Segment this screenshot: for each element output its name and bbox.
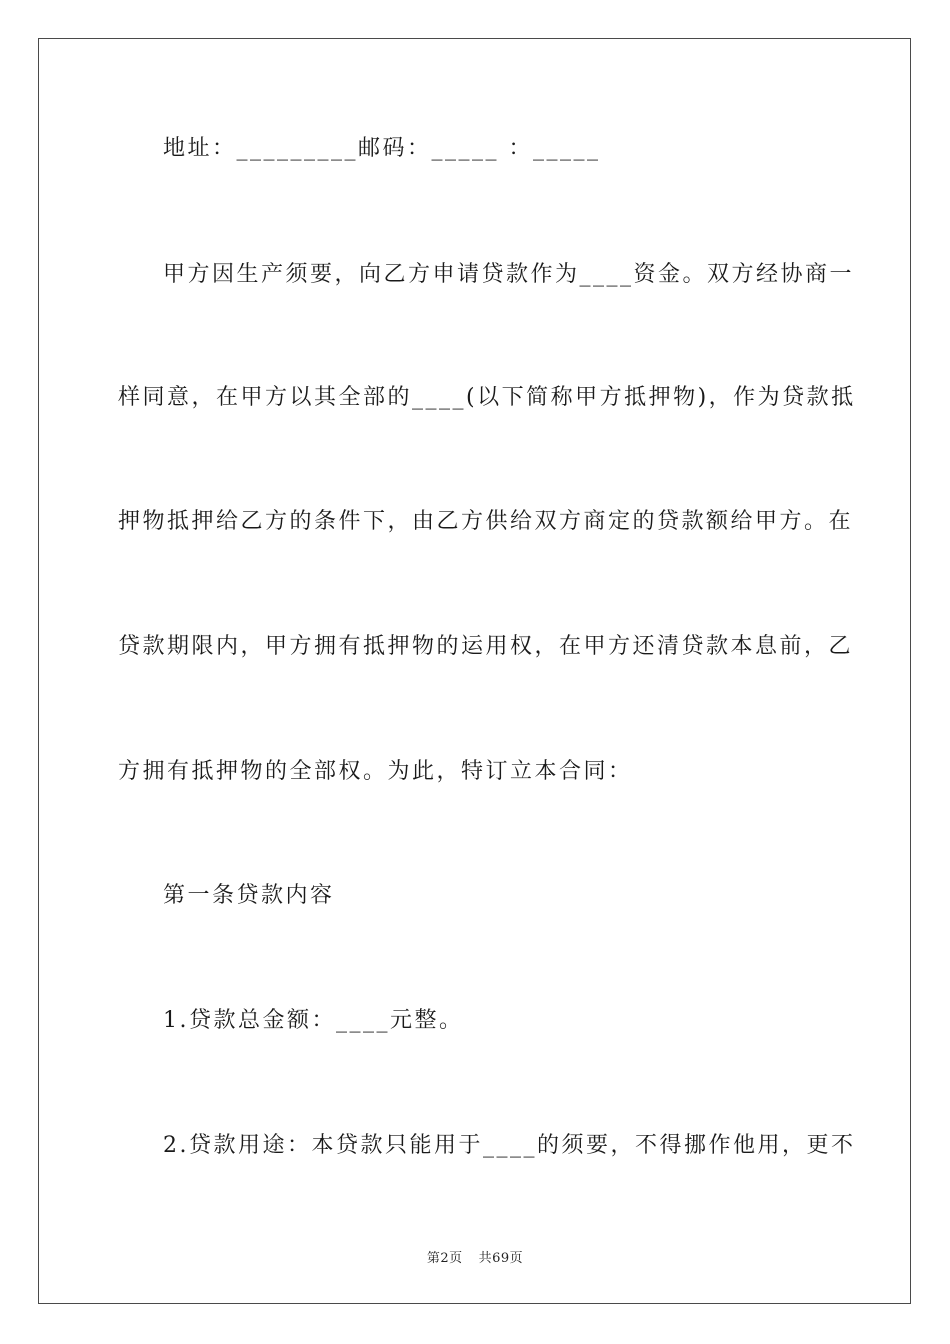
body-paragraph-line-4: 贷款期限内，甲方拥有抵押物的运用权，在甲方还清贷款本息前，乙 (118, 634, 854, 659)
page-total: 共69页 (478, 1251, 524, 1266)
clause-item-1: 1.贷款总金额：____元整。 (163, 1008, 464, 1033)
page-number: 第2页 (426, 1251, 463, 1266)
body-paragraph-line-1: 甲方因生产须要，向乙方申请贷款作为____资金。双方经协商一 (163, 262, 855, 287)
body-paragraph-line-3: 押物抵押给乙方的条件下，由乙方供给双方商定的贷款额给甲方。在 (118, 509, 854, 534)
page-footer (0, 1247, 950, 1266)
section-heading: 第一条贷款内容 (163, 883, 335, 908)
address-line: 地址：_________邮码：_____ ：_____ (163, 136, 601, 161)
body-paragraph-line-2: 样同意，在甲方以其全部的____(以下简称甲方抵押物)，作为贷款抵 (118, 385, 856, 410)
clause-item-2: 2.贷款用途：本贷款只能用于____的须要，不得挪作他用，更不 (163, 1133, 856, 1158)
body-paragraph-line-5: 方拥有抵押物的全部权。为此，特订立本合同： (118, 759, 633, 784)
page-border (38, 38, 911, 1304)
